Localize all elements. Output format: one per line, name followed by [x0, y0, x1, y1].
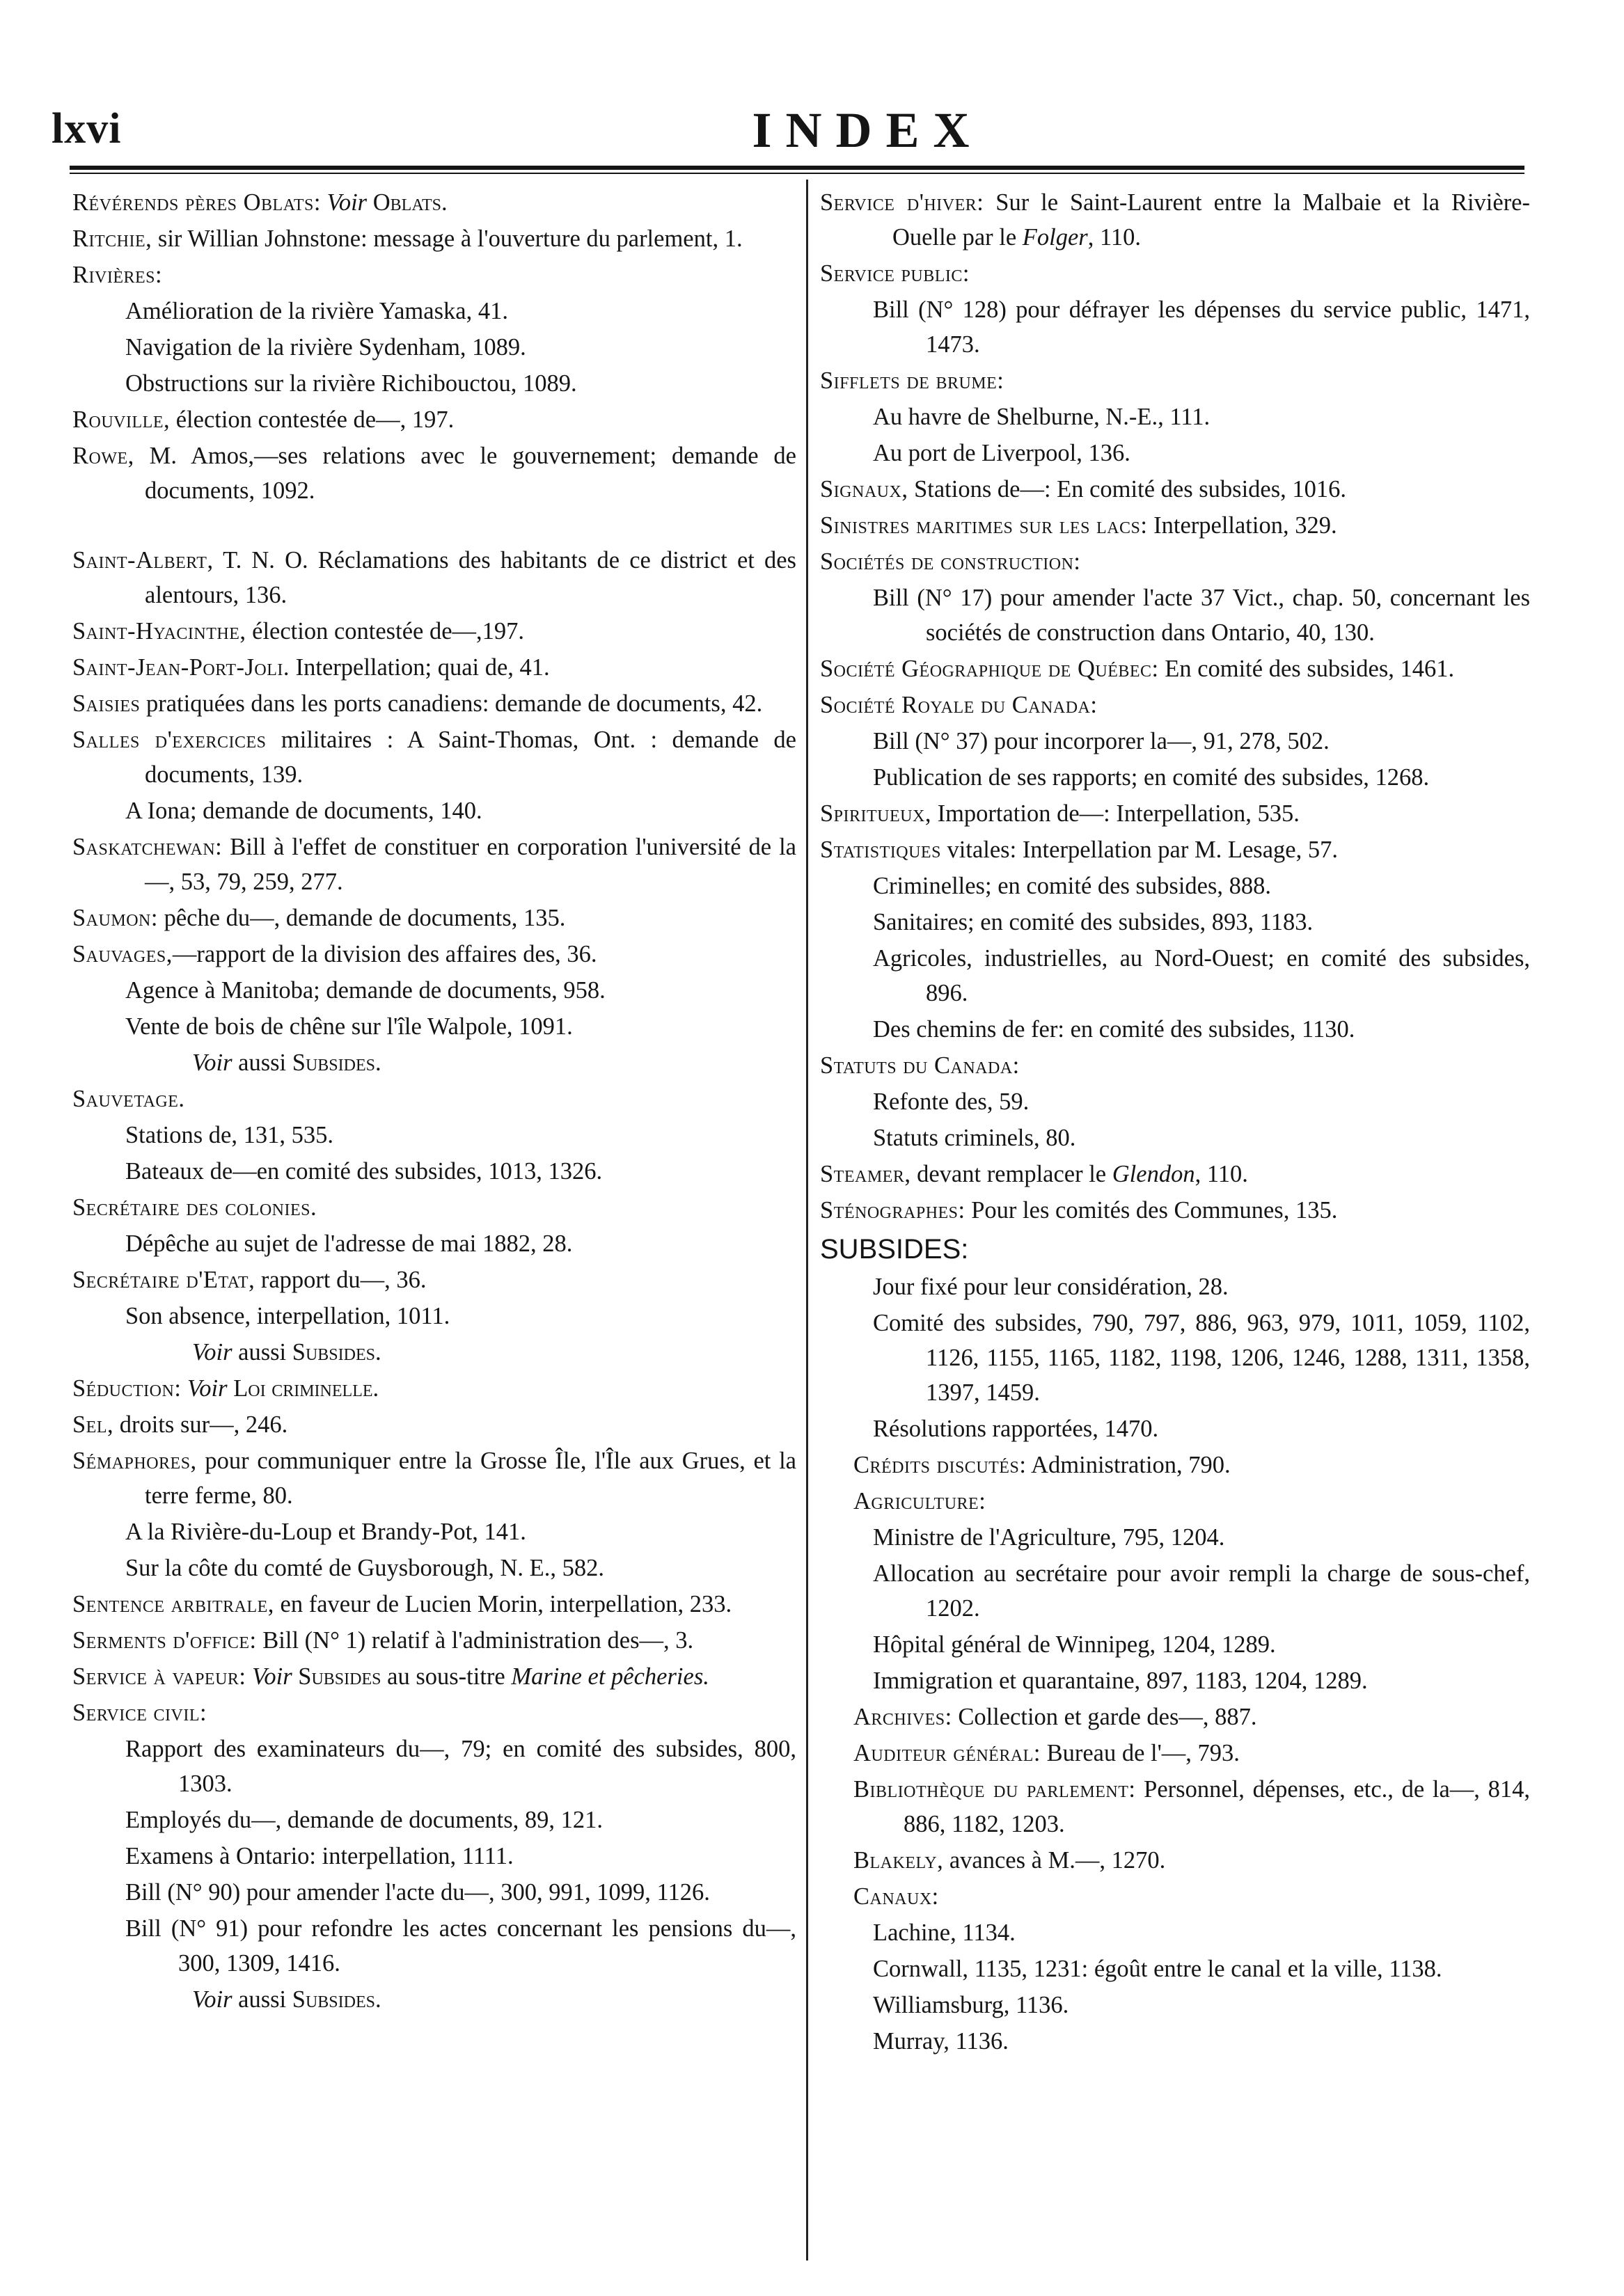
index-entry	[72, 1082, 796, 1116]
entry-text: Bureau de l'—, 793.	[1040, 1740, 1240, 1766]
entry-heading: Sauvages,	[72, 941, 173, 967]
index-entry	[820, 1048, 1530, 1083]
entry-text: Obstructions sur la rivière Richibouctou, 1089.	[125, 370, 577, 397]
index-entry	[72, 1190, 796, 1225]
index-entry	[820, 869, 1530, 903]
entry-text: En comité des subsides, 1461.	[1158, 656, 1455, 682]
index-entry	[820, 1627, 1530, 1662]
index-entry	[820, 651, 1530, 686]
entry-text: aussi	[232, 1339, 292, 1365]
entry-text: Hôpital général de Winnipeg, 1204, 1289.	[873, 1631, 1276, 1658]
entry-text: Administration, 790.	[1026, 1452, 1231, 1478]
see-also-reference: Subsides.	[292, 1050, 381, 1076]
entry-heading: Service d'hiver:	[820, 189, 984, 216]
index-entry	[72, 901, 796, 935]
entry-text: élection contestée de—, 197.	[170, 406, 455, 433]
entry-text: Lachine, 1134.	[873, 1919, 1016, 1946]
index-entry	[820, 185, 1530, 255]
entry-heading: Sauvetage.	[72, 1086, 185, 1112]
entry-text: Bill à l'effet de constituer en corporation l'université de la—, 53, 79, 259, 277.	[145, 834, 796, 895]
entry-text: Bill (N° 37) pour incorporer la—, 91, 278, 502.	[873, 728, 1330, 754]
index-entry	[820, 1269, 1530, 1304]
index-entry	[820, 760, 1530, 795]
index-entry	[820, 2024, 1530, 2059]
entry-text: Interpellation; quai de, 41.	[290, 654, 550, 681]
entry-heading: Sentence arbitrale,	[72, 1591, 274, 1617]
index-entry	[72, 402, 796, 437]
entry-heading: Révérends pères Oblats:	[72, 189, 321, 216]
index-entry	[820, 436, 1530, 470]
index-entry	[72, 1839, 796, 1874]
entry-heading: Saint-Albert,	[72, 547, 214, 573]
entry-italic: Glendon	[1112, 1161, 1195, 1187]
index-entry	[72, 185, 796, 220]
entry-heading: Saumon:	[72, 905, 158, 931]
entry-heading: Blakely,	[853, 1847, 944, 1874]
entry-text: pêche du—, demande de documents, 135.	[157, 905, 566, 931]
entry-heading: Service public:	[820, 260, 970, 287]
entry-text: en faveur de Lucien Morin, interpellation, 233.	[274, 1591, 732, 1617]
index-entry	[72, 221, 796, 256]
entry-text: Collection et garde des—, 887.	[952, 1704, 1257, 1730]
index-entry	[72, 1695, 796, 1730]
entry-text	[181, 1375, 187, 1402]
entry-heading: Steamer,	[820, 1161, 911, 1187]
entry-text: Cornwall, 1135, 1231: égoût entre le canal et la ville, 1138.	[873, 1956, 1442, 1982]
entry-text: Ministre de l'Agriculture, 795, 1204.	[873, 1524, 1225, 1551]
entry-heading: Saint-Jean-Port-Joli.	[72, 654, 290, 681]
see-also-reference: Loi criminelle.	[233, 1375, 379, 1402]
index-entry	[72, 1911, 796, 1981]
entry-text: Sur la côte du comté de Guysborough, N. E., 582.	[125, 1555, 604, 1581]
index-entry	[820, 724, 1530, 759]
entry-text: Bill (N° 17) pour amender l'acte 37 Vict., chap. 50, concernant les sociétés de construction dans Ontario, 40, 130.	[873, 585, 1530, 646]
entry-heading: Saskatchewan:	[72, 834, 223, 860]
entry-text: Bill (N° 1) relatif à l'administration des—, 3.	[256, 1627, 694, 1654]
index-entry	[72, 1587, 796, 1622]
entry-text: Jour fixé pour leur considération, 28.	[873, 1274, 1229, 1300]
index-entry	[820, 1484, 1530, 1519]
entry-text: Comité des subsides, 790, 797, 886, 963, 979, 1011, 1059, 1102, 1126, 1155, 1165, 1182, 1198, 1206, 1246, 1288, 1311, 1358, 1397, 1459.	[873, 1310, 1530, 1406]
index-entry	[820, 1915, 1530, 1950]
index-entry	[72, 793, 796, 828]
index-entry	[72, 830, 796, 899]
entry-heading: Crédits discutés:	[853, 1452, 1027, 1478]
index-entry	[820, 256, 1530, 291]
entry-text: Pour les comités des Communes, 135.	[965, 1197, 1338, 1224]
column-divider	[806, 180, 808, 2261]
entry-text: Au havre de Shelburne, N.-E., 111.	[873, 404, 1211, 430]
entry-text: Des chemins de fer: en comité des subsides, 1130.	[873, 1016, 1355, 1043]
entry-text: vitales: Interpellation par M. Lesage, 57.	[940, 837, 1338, 863]
entry-text: Au port de Liverpool, 136.	[873, 440, 1130, 466]
entry-text: Navigation de la rivière Sydenham, 1089.	[125, 334, 526, 361]
index-entry	[72, 1407, 796, 1442]
index-entry	[820, 1084, 1530, 1119]
index-entry	[72, 1623, 796, 1658]
index-entry	[820, 1556, 1530, 1626]
index-entry	[820, 1232, 1530, 1268]
index-entry	[72, 330, 796, 365]
entry-text: Son absence, interpellation, 1011.	[125, 1303, 450, 1329]
header-rule	[70, 166, 1524, 174]
entry-tail: , 110.	[1195, 1161, 1248, 1187]
index-entry	[820, 1121, 1530, 1155]
index-entry	[820, 1448, 1530, 1482]
see-also-reference: Subsides.	[292, 1339, 381, 1365]
entry-heading: Bibliothèque du parlement:	[853, 1776, 1136, 1803]
index-entry	[72, 1803, 796, 1837]
entry-text: devant remplacer le	[910, 1161, 1112, 1187]
index-entry	[72, 650, 796, 685]
index-entry	[820, 1193, 1530, 1228]
entry-heading: Sifflets de brume:	[820, 367, 1004, 394]
entry-text: Agricoles, industrielles, au Nord-Ouest; en comité des subsides, 896.	[873, 945, 1530, 1006]
entry-text: rapport du—, 36.	[255, 1267, 427, 1293]
entry-text: militaires : A Saint-Thomas, Ont. : demande de documents, 139.	[145, 727, 796, 788]
entry-text: aussi	[232, 1986, 292, 2013]
index-entry	[72, 294, 796, 328]
index-entry	[72, 366, 796, 401]
entry-heading: Statuts du Canada:	[820, 1052, 1020, 1079]
index-entry	[72, 1443, 796, 1513]
entry-text: Stations de, 131, 535.	[125, 1122, 333, 1148]
entry-tail: au sous-titre	[381, 1663, 512, 1690]
entry-tail: , 110.	[1087, 224, 1142, 251]
entry-text: droits sur—, 246.	[113, 1411, 288, 1438]
entry-text: Vente de bois de chêne sur l'île Walpole, 1091.	[125, 1013, 573, 1040]
entry-heading: Séduction:	[72, 1375, 182, 1402]
index-entry	[820, 1772, 1530, 1842]
see-also-label: Voir	[326, 189, 368, 216]
index-entry	[72, 614, 796, 649]
entry-text: Sanitaires; en comité des subsides, 893, 1183.	[873, 909, 1314, 935]
index-entry	[820, 1988, 1530, 2022]
index-entry	[72, 1982, 796, 2017]
entry-text: avances à M.—, 1270.	[943, 1847, 1166, 1874]
entry-text: Criminelles; en comité des subsides, 888.	[873, 873, 1272, 899]
index-entry	[72, 1875, 796, 1910]
entry-heading: Sémaphores,	[72, 1448, 197, 1474]
see-also-label: Voir	[192, 1339, 232, 1365]
entry-text: Bill (N° 91) pour refondre les actes concernant les pensions du—, 300, 1309, 1416.	[125, 1915, 796, 1977]
entry-text: pratiquées dans les ports canadiens: demande de documents, 42.	[140, 690, 763, 717]
entry-italic: Marine et pêcheries.	[511, 1663, 709, 1690]
entry-text: Immigration et quarantaine, 897, 1183, 1204, 1289.	[873, 1668, 1368, 1694]
entry-italic: Folger	[1022, 224, 1088, 251]
index-entry	[820, 508, 1530, 543]
entry-text	[321, 189, 327, 216]
entry-text: Refonte des, 59.	[873, 1088, 1030, 1115]
index-entry	[72, 438, 796, 508]
entry-text	[246, 1663, 253, 1690]
index-entry	[820, 1520, 1530, 1555]
see-also-reference: Subsides	[298, 1663, 381, 1690]
entry-heading: Secrétaire des colonies.	[72, 1194, 317, 1221]
index-entry	[72, 1262, 796, 1297]
entry-heading: Société Royale du Canada:	[820, 692, 1098, 718]
index-entry	[820, 292, 1530, 362]
index-column-left	[72, 185, 796, 2018]
entry-text: sir Willian Johnstone: message à l'ouverture du parlement, 1.	[152, 225, 743, 252]
entry-text: Amélioration de la rivière Yamaska, 41.	[125, 298, 508, 324]
index-entry	[72, 1226, 796, 1261]
index-entry	[72, 1659, 796, 1694]
see-also-reference: Oblats.	[372, 189, 448, 216]
entry-text: Rapport des examinateurs du—, 79; en comité des subsides, 800, 1303.	[125, 1736, 796, 1797]
index-entry	[820, 1663, 1530, 1698]
entry-text: Examens à Ontario: interpellation, 1111.	[125, 1843, 514, 1869]
entry-heading: Rowe,	[72, 443, 134, 469]
entry-text: A Iona; demande de documents, 140.	[125, 798, 482, 824]
entry-text: A la Rivière-du-Loup et Brandy-Pot, 141.	[125, 1519, 526, 1545]
index-entry	[820, 1879, 1530, 1914]
see-also-label: Voir	[192, 1050, 232, 1076]
entry-heading: Statistiques	[820, 837, 941, 863]
entry-heading: Saisies	[72, 690, 141, 717]
entry-heading: Archives:	[853, 1704, 952, 1730]
entry-text: Publication de ses rapports; en comité des subsides, 1268.	[873, 764, 1430, 791]
entry-heading: Auditeur général:	[853, 1740, 1041, 1766]
index-entry	[820, 1411, 1530, 1446]
entry-heading: Salles d'exercices	[72, 727, 267, 753]
index-entry	[72, 722, 796, 792]
entry-heading: Canaux:	[853, 1883, 939, 1910]
entry-text: Allocation au secrétaire pour avoir rempli la charge de sous-chef, 1202.	[873, 1560, 1530, 1622]
entry-text: Statuts criminels, 80.	[873, 1125, 1076, 1151]
entry-heading: Sel,	[72, 1411, 114, 1438]
entry-heading: Agriculture:	[853, 1488, 986, 1514]
index-entry	[820, 544, 1530, 579]
entry-text: pour communiquer entre la Grosse Île, l'Île aux Grues, et la terre ferme, 80.	[145, 1448, 796, 1509]
entry-text: Williamsburg, 1136.	[873, 1992, 1069, 2018]
index-column-right	[820, 185, 1530, 2060]
entry-text: —rapport de la division des affaires des, 36.	[172, 941, 597, 967]
index-entry	[820, 905, 1530, 940]
index-entry	[820, 1306, 1530, 1410]
entry-text: Interpellation, 329.	[1147, 512, 1337, 539]
index-entry	[820, 688, 1530, 722]
index-entry	[72, 258, 796, 292]
index-entry	[72, 1371, 796, 1406]
see-also-reference: Subsides.	[292, 1986, 381, 2013]
index-entry	[72, 937, 796, 972]
entry-text: Employés du—, demande de documents, 89, 121.	[125, 1807, 604, 1833]
entry-text: Personnel, dépenses, etc., de la—, 814, 886, 1182, 1203.	[904, 1776, 1530, 1837]
index-entry	[72, 973, 796, 1008]
entry-heading: Spiritueux,	[820, 800, 931, 827]
entry-heading: Signaux,	[820, 476, 908, 502]
entry-heading: Rouville,	[72, 406, 171, 433]
entry-text: Murray, 1136.	[873, 2028, 1009, 2054]
entry-text: Bill (N° 128) pour défrayer les dépenses du service public, 1471, 1473.	[873, 296, 1530, 358]
entry-heading: Serments d'office:	[72, 1627, 257, 1654]
index-entry	[820, 399, 1530, 434]
index-entry	[72, 1154, 796, 1189]
entry-heading: Service à vapeur:	[72, 1663, 246, 1690]
page-number: lxvi	[52, 105, 122, 152]
index-entry	[72, 543, 796, 612]
index-entry	[820, 1736, 1530, 1771]
index-entry	[72, 1335, 796, 1370]
entry-text: Résolutions rapportées, 1470.	[873, 1416, 1159, 1442]
entry-heading: Rivières:	[72, 262, 163, 288]
index-entry	[820, 363, 1530, 398]
entry-heading: Service civil:	[72, 1700, 207, 1726]
entry-text: Sur le Saint-Laurent entre la Malbaie et la Rivière-Ouelle par le	[892, 189, 1530, 251]
entry-text: Agence à Manitoba; demande de documents, 958.	[125, 977, 606, 1004]
entry-text: Importation de—: Interpellation, 535.	[931, 800, 1300, 827]
index-entry	[820, 1700, 1530, 1734]
entry-text: Dépêche au sujet de l'adresse de mai 1882, 28.	[125, 1230, 573, 1257]
entry-text: Bill (N° 90) pour amender l'acte du—, 300, 991, 1099, 1126.	[125, 1879, 710, 1906]
entry-heading: Secrétaire d'Etat,	[72, 1267, 255, 1293]
see-also-label: Voir	[187, 1375, 228, 1402]
index-entry	[72, 1732, 796, 1801]
index-entry	[72, 1045, 796, 1080]
index-entry	[820, 1012, 1530, 1047]
entry-text: élection contestée de—,197.	[246, 618, 525, 644]
index-entry	[72, 1009, 796, 1044]
entry-text: M. Amos,—ses relations avec le gouvernement; demande de documents, 1092.	[134, 443, 796, 504]
see-also-label: Voir	[192, 1986, 232, 2013]
index-entry	[820, 472, 1530, 507]
entry-text: T. N. O. Réclamations des habitants de ce district et des alentours, 136.	[145, 547, 796, 608]
entry-heading: Sinistres maritimes sur les lacs:	[820, 512, 1148, 539]
entry-text: Bateaux de—en comité des subsides, 1013, 1326.	[125, 1158, 603, 1185]
index-entry	[72, 1514, 796, 1549]
index-entry	[72, 1551, 796, 1585]
index-entry	[820, 580, 1530, 650]
index-entry	[820, 1951, 1530, 1986]
entry-text: aussi	[232, 1050, 292, 1076]
index-entry	[820, 1157, 1530, 1191]
entry-heading: SUBSIDES:	[820, 1234, 969, 1265]
page-title: INDEX	[752, 102, 984, 158]
index-entry	[820, 1843, 1530, 1878]
index-entry	[820, 832, 1530, 867]
index-entry	[820, 796, 1530, 831]
entry-heading: Société Géographique de Québec:	[820, 656, 1159, 682]
index-entry	[72, 1299, 796, 1333]
entry-heading: Ritchie,	[72, 225, 152, 252]
entry-heading: Sociétés de construction:	[820, 548, 1081, 575]
index-entry	[72, 1118, 796, 1153]
index-entry	[72, 686, 796, 721]
see-also-label: Voir	[252, 1663, 292, 1690]
index-entry	[820, 941, 1530, 1011]
entry-heading: Sténographes:	[820, 1197, 965, 1224]
entry-heading: Saint-Hyacinthe,	[72, 618, 246, 644]
entry-text: Stations de—: En comité des subsides, 1016.	[908, 476, 1347, 502]
